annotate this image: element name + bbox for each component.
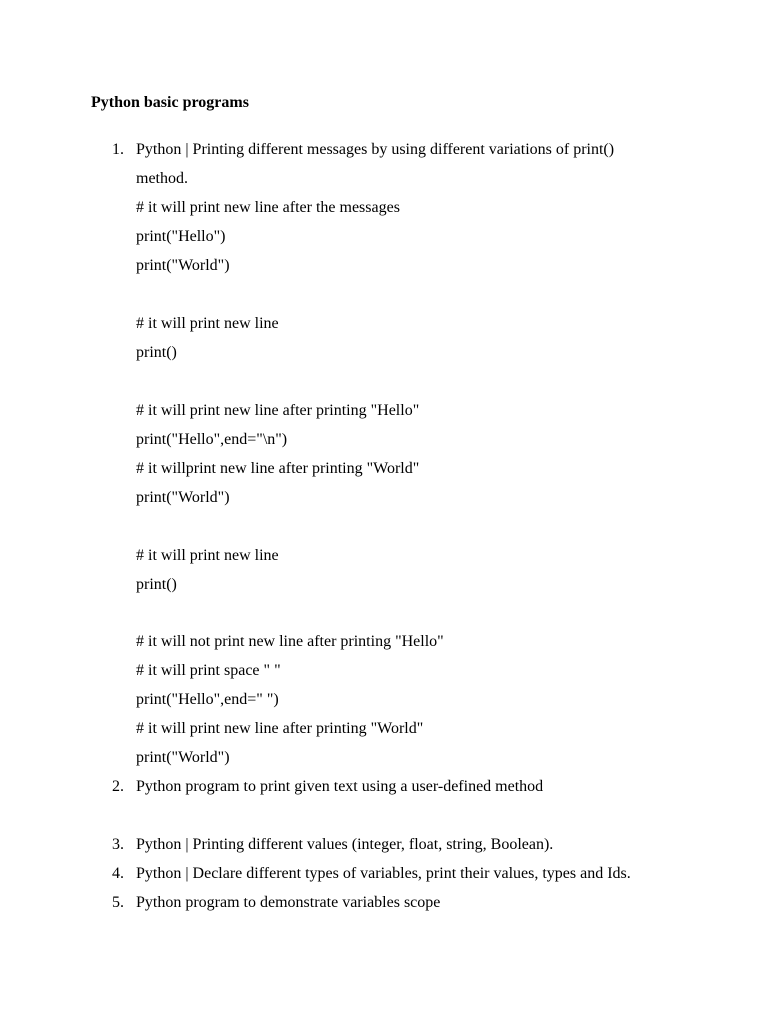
code-line: print("Hello",end=" ") [136,691,279,708]
document-title: Python basic programs [91,94,249,111]
code-comment: # it will not print new line after printing "Hello" [136,633,444,650]
list-item-number: 2. [112,778,124,795]
code-comment: # it will print new line after the messages [136,199,400,216]
code-comment: # it will print new line [136,315,279,332]
list-item-number: 5. [112,894,124,911]
list-item-number: 1. [112,141,124,158]
list-item-text: Python program to demonstrate variables scope [136,894,441,911]
code-comment: # it will print new line [136,547,279,564]
list-item-text: Python | Printing different messages by using different variations of print() [136,141,615,158]
code-line: print("Hello",end="\n") [136,431,288,448]
code-comment: # it will print new line after printing "World" [136,720,424,737]
code-line: print("World") [136,489,230,506]
list-item-number: 4. [112,865,124,882]
code-comment: # it willprint new line after printing "World" [136,460,420,477]
list-item-text: Python | Declare different types of variables, print their values, types and Ids. [136,865,631,882]
code-line: print("World") [136,749,230,766]
code-comment: # it will print space " " [136,662,281,679]
list-item-text: Python | Printing different values (integer, float, string, Boolean). [136,836,554,853]
list-item-number: 3. [112,836,124,853]
code-line: print("Hello") [136,228,226,245]
code-line: print("World") [136,257,230,274]
list-item-text: method. [136,170,188,187]
list-item-text: Python program to print given text using a user-defined method [136,778,544,795]
code-comment: # it will print new line after printing "Hello" [136,402,420,419]
code-line: print() [136,576,177,593]
code-line: print() [136,344,177,361]
